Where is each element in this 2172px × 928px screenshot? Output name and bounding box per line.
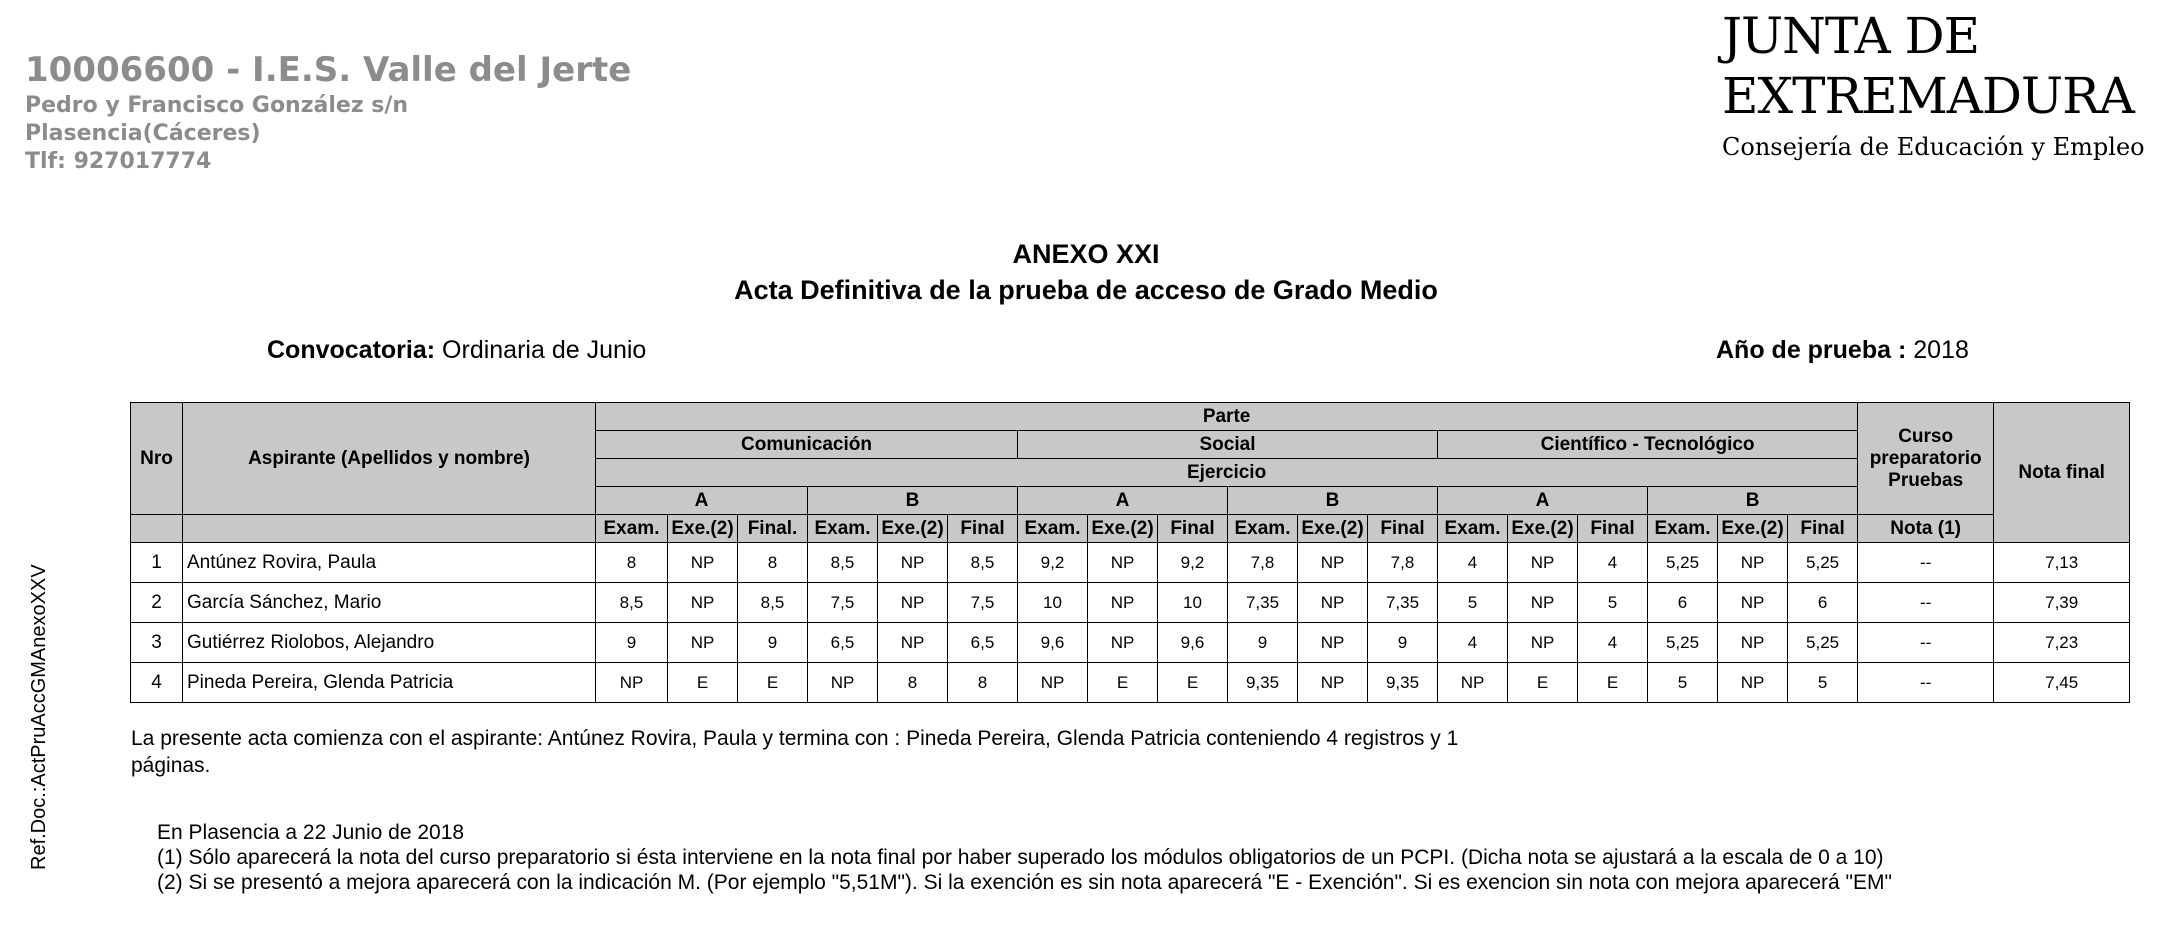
header-part-cientifico: Científico - Tecnológico: [1438, 431, 1858, 459]
closing-statement: La presente acta comienza con el aspirante: Antúnez Rovira, Paula y termina con : Pineda Pereira, Glenda Patricia conteniendo 4 registros y 1 páginas.: [131, 727, 1459, 777]
score-cell: 5: [1438, 583, 1508, 623]
table-row: [131, 623, 2130, 663]
score-cell: E: [1158, 663, 1228, 703]
nota-final-cell: 7,23: [1994, 623, 2130, 663]
score-cell: NP: [1718, 623, 1788, 663]
table-row: [131, 543, 2130, 583]
score-cell: NP: [668, 623, 738, 663]
header-part-social: Social: [1018, 431, 1438, 459]
header-sub-final: Final: [1788, 515, 1858, 543]
score-cell: 5: [1578, 583, 1648, 623]
header-exercise-a: A: [1018, 487, 1228, 515]
header-nota-final: Nota final: [1994, 403, 2130, 543]
nota-final-cell: 7,13: [1994, 543, 2130, 583]
school-city: Plasencia(Cáceres): [25, 121, 261, 146]
score-cell: 9: [1368, 623, 1438, 663]
score-cell: NP: [1088, 583, 1158, 623]
score-cell: NP: [668, 583, 738, 623]
score-cell: 5,25: [1788, 543, 1858, 583]
score-cell: 9,6: [1018, 623, 1088, 663]
score-cell: 4: [1578, 543, 1648, 583]
row-aspirante-name: García Sánchez, Mario: [183, 583, 596, 623]
header-exercise-b: B: [808, 487, 1018, 515]
score-cell: NP: [596, 663, 668, 703]
note-2: (2) Si se presentó a mejora aparecerá con la indicación M. (Por ejemplo "5,51M"). Si la exención es sin nota aparecerá "E - Exención". Si es exencion sin nota con mejora aparecerá "EM": [157, 871, 1892, 894]
score-cell: 6,5: [948, 623, 1018, 663]
score-cell: E: [738, 663, 808, 703]
row-number: 2: [131, 583, 183, 623]
document-titles: [0, 236, 2172, 308]
score-cell: 5,25: [1788, 623, 1858, 663]
score-cell: NP: [1298, 663, 1368, 703]
header-sub-final: Final: [1368, 515, 1438, 543]
score-cell: E: [1508, 663, 1578, 703]
score-cell: 7,35: [1368, 583, 1438, 623]
header-nro: Nro: [131, 403, 183, 515]
score-cell: 9,6: [1158, 623, 1228, 663]
curso-nota-cell: --: [1858, 543, 1994, 583]
score-cell: 9,35: [1228, 663, 1298, 703]
score-cell: NP: [878, 623, 948, 663]
score-cell: NP: [1298, 583, 1368, 623]
score-cell: NP: [878, 543, 948, 583]
header-sub-final: Final: [1158, 515, 1228, 543]
document-reference: Ref.Doc.:ActPruAccGMAnexoXXV: [28, 564, 50, 870]
convocatoria-value: Ordinaria de Junio: [442, 336, 647, 364]
score-cell: 6: [1788, 583, 1858, 623]
score-cell: NP: [808, 663, 878, 703]
score-cell: NP: [1718, 663, 1788, 703]
row-number: 4: [131, 663, 183, 703]
score-cell: 9,35: [1368, 663, 1438, 703]
header-exercise-a: A: [596, 487, 808, 515]
header-parte: Parte: [596, 403, 1858, 431]
convocatoria: [267, 336, 646, 365]
score-cell: NP: [1718, 543, 1788, 583]
score-cell: 7,35: [1228, 583, 1298, 623]
nota-final-cell: 7,45: [1994, 663, 2130, 703]
header-sub-exe: Exe.(2): [668, 515, 738, 543]
logo-title: JUNTA DE EXTREMADURA: [1722, 7, 2134, 125]
table-row: [131, 663, 2130, 703]
score-cell: 8: [596, 543, 668, 583]
score-cell: NP: [1298, 543, 1368, 583]
curso-nota-cell: --: [1858, 623, 1994, 663]
score-cell: 9: [738, 623, 808, 663]
footer-notes: [157, 820, 1892, 895]
score-cell: NP: [1508, 583, 1578, 623]
results-body: [131, 543, 2130, 703]
score-cell: 5,25: [1648, 543, 1718, 583]
header-sub-exe: Exe.(2): [1298, 515, 1368, 543]
header-sub-final: Final.: [738, 515, 808, 543]
score-cell: E: [668, 663, 738, 703]
score-cell: 4: [1438, 543, 1508, 583]
exam-year: [1716, 336, 1969, 365]
header-exercise-b: B: [1648, 487, 1858, 515]
header-sub-exam: Exam.: [1018, 515, 1088, 543]
score-cell: 8,5: [808, 543, 878, 583]
score-cell: 9: [1228, 623, 1298, 663]
score-cell: 7,8: [1368, 543, 1438, 583]
note-1: (1) Sólo aparecerá la nota del curso preparatorio si ésta interviene en la nota final por haber superado los módulos obligatorios de un PCPI. (Dicha nota se ajustará a la escala de 0 a 10): [157, 846, 1884, 869]
nota-final-cell: 7,39: [1994, 583, 2130, 623]
header-blank: [131, 515, 183, 543]
score-cell: 6,5: [808, 623, 878, 663]
curso-nota-cell: --: [1858, 663, 1994, 703]
school-phone: Tlf: 927017774: [25, 149, 212, 174]
annex-title: ANEXO XXI: [1012, 239, 1160, 269]
header-sub-exe: Exe.(2): [878, 515, 948, 543]
header-curso-nota: Nota (1): [1858, 515, 1994, 543]
results-table: [130, 402, 2130, 703]
score-cell: 5: [1648, 663, 1718, 703]
header-sub-exam: Exam.: [1648, 515, 1718, 543]
score-cell: 9,2: [1018, 543, 1088, 583]
row-aspirante-name: Pineda Pereira, Glenda Patricia: [183, 663, 596, 703]
table-row: [131, 583, 2130, 623]
header-aspirante: Aspirante (Apellidos y nombre): [183, 403, 596, 515]
score-cell: NP: [1718, 583, 1788, 623]
score-cell: NP: [1438, 663, 1508, 703]
header-part-comunicacion: Comunicación: [596, 431, 1018, 459]
header-exercise-a: A: [1438, 487, 1648, 515]
score-cell: 10: [1158, 583, 1228, 623]
score-cell: 4: [1438, 623, 1508, 663]
year-label: Año de prueba :: [1716, 336, 1907, 364]
score-cell: 6: [1648, 583, 1718, 623]
school-address: Pedro y Francisco González s/n: [25, 93, 409, 118]
score-cell: 8: [738, 543, 808, 583]
score-cell: 9: [596, 623, 668, 663]
header-sub-exe: Exe.(2): [1718, 515, 1788, 543]
header-ejercicio: Ejercicio: [596, 459, 1858, 487]
score-cell: NP: [1298, 623, 1368, 663]
header-sub-final: Final: [948, 515, 1018, 543]
score-cell: 8,5: [596, 583, 668, 623]
score-cell: 7,8: [1228, 543, 1298, 583]
score-cell: 10: [1018, 583, 1088, 623]
header-exercise-b: B: [1228, 487, 1438, 515]
header-sub-exam: Exam.: [596, 515, 668, 543]
score-cell: E: [1088, 663, 1158, 703]
header-sub-exam: Exam.: [808, 515, 878, 543]
header-blank: [183, 515, 596, 543]
logo-subtitle: Consejería de Educación y Empleo: [1722, 133, 2145, 161]
score-cell: NP: [668, 543, 738, 583]
score-cell: 5: [1788, 663, 1858, 703]
score-cell: 4: [1578, 623, 1648, 663]
header-curso-preparatorio: Curso preparatorio Pruebas: [1858, 403, 1994, 515]
header-sub-exe: Exe.(2): [1508, 515, 1578, 543]
score-cell: NP: [1088, 623, 1158, 663]
year-value: 2018: [1913, 336, 1969, 364]
document-title: Acta Definitiva de la prueba de acceso de Grado Medio: [734, 275, 1438, 305]
convocatoria-label: Convocatoria:: [267, 336, 436, 364]
junta-logo: [1722, 6, 2172, 164]
score-cell: 7,5: [808, 583, 878, 623]
school-info: [25, 48, 631, 176]
score-cell: 8,5: [948, 543, 1018, 583]
score-cell: NP: [1508, 623, 1578, 663]
score-cell: NP: [1018, 663, 1088, 703]
score-cell: NP: [1508, 543, 1578, 583]
row-aspirante-name: Antúnez Rovira, Paula: [183, 543, 596, 583]
place-date: En Plasencia a 22 Junio de 2018: [157, 821, 465, 844]
header-sub-exam: Exam.: [1228, 515, 1298, 543]
score-cell: 5,25: [1648, 623, 1718, 663]
row-aspirante-name: Gutiérrez Riolobos, Alejandro: [183, 623, 596, 663]
header-sub-exam: Exam.: [1438, 515, 1508, 543]
score-cell: NP: [878, 583, 948, 623]
score-cell: 8,5: [738, 583, 808, 623]
curso-nota-cell: --: [1858, 583, 1994, 623]
score-cell: 8: [948, 663, 1018, 703]
school-name: 10006600 - I.E.S. Valle del Jerte: [25, 50, 632, 90]
score-cell: NP: [1088, 543, 1158, 583]
score-cell: E: [1578, 663, 1648, 703]
score-cell: 7,5: [948, 583, 1018, 623]
header-sub-exe: Exe.(2): [1088, 515, 1158, 543]
score-cell: 8: [878, 663, 948, 703]
header-sub-final: Final: [1578, 515, 1648, 543]
score-cell: 9,2: [1158, 543, 1228, 583]
row-number: 1: [131, 543, 183, 583]
row-number: 3: [131, 623, 183, 663]
